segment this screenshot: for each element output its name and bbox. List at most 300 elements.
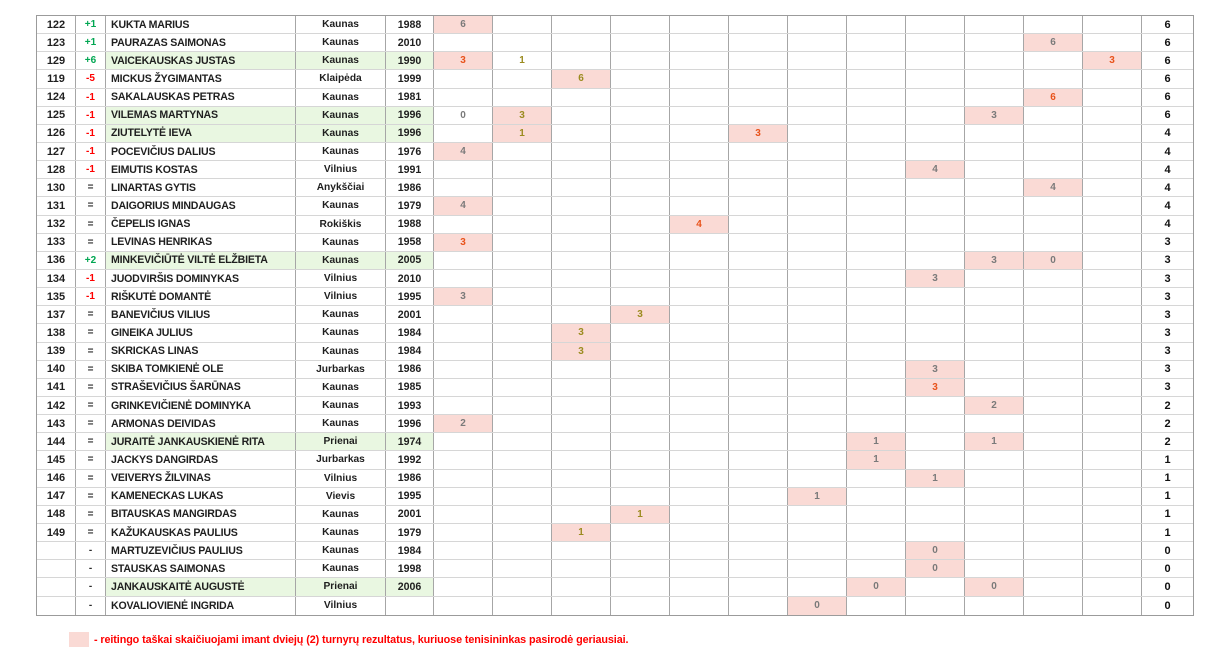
points-cell — [729, 89, 788, 106]
points-cell — [1024, 143, 1083, 160]
points-cell — [1024, 488, 1083, 505]
points-cell — [552, 161, 611, 178]
birth-year-cell: 1990 — [386, 52, 434, 69]
change-cell: = — [76, 197, 106, 214]
points-cell — [611, 52, 670, 69]
rank-cell — [37, 560, 76, 577]
points-cell — [493, 143, 552, 160]
points-cell — [847, 361, 906, 378]
change-cell: = — [76, 324, 106, 341]
points-cell — [611, 451, 670, 468]
points-cell — [906, 343, 965, 360]
points-cell — [1083, 415, 1142, 432]
birth-year-cell: 1986 — [386, 361, 434, 378]
points-cell — [1083, 506, 1142, 523]
points-cell — [906, 324, 965, 341]
points-cell — [847, 125, 906, 142]
ranking-row — [37, 506, 1193, 524]
points-cell — [729, 179, 788, 196]
points-cell — [906, 306, 965, 323]
points-cell: 3 — [434, 288, 493, 305]
points-cell — [906, 125, 965, 142]
ranking-row — [37, 524, 1193, 542]
points-cell — [611, 361, 670, 378]
points-cell — [434, 560, 493, 577]
ranking-row — [37, 578, 1193, 596]
points-cell — [670, 578, 729, 595]
rank-cell: 141 — [37, 379, 76, 396]
points-cell — [493, 252, 552, 269]
points-cell — [847, 252, 906, 269]
points-cell — [493, 270, 552, 287]
points-cell — [788, 415, 847, 432]
points-cell: 4 — [670, 216, 729, 233]
points-cell — [788, 470, 847, 487]
points-cell — [1024, 216, 1083, 233]
ranking-row — [37, 324, 1193, 342]
points-cell — [965, 70, 1024, 87]
city-cell: Kaunas — [296, 397, 386, 414]
birth-year-cell: 1995 — [386, 488, 434, 505]
points-cell — [611, 343, 670, 360]
points-cell — [847, 470, 906, 487]
total-points-cell: 4 — [1164, 163, 1171, 176]
player-name-cell: KAŽUKAUSKAS PAULIUS — [106, 524, 296, 541]
points-cell — [1083, 343, 1142, 360]
points-cell — [1024, 415, 1083, 432]
rank-cell: 122 — [37, 16, 76, 33]
city-cell: Kaunas — [296, 52, 386, 69]
points-cell — [788, 542, 847, 559]
points-cell — [670, 161, 729, 178]
points-cell — [1083, 361, 1142, 378]
total-points-cell: 3 — [1164, 236, 1171, 249]
city-cell: Kaunas — [296, 34, 386, 51]
change-cell: = — [76, 234, 106, 251]
city-cell: Vilnius — [296, 288, 386, 305]
change-cell: = — [76, 451, 106, 468]
player-name-cell: SKRICKAS LINAS — [106, 343, 296, 360]
points-cell — [670, 234, 729, 251]
points-cell — [847, 397, 906, 414]
points-cell — [493, 470, 552, 487]
points-cell — [670, 270, 729, 287]
birth-year-cell: 1979 — [386, 524, 434, 541]
birth-year-cell: 1992 — [386, 451, 434, 468]
points-cell — [552, 397, 611, 414]
city-cell: Kaunas — [296, 542, 386, 559]
points-cell — [670, 179, 729, 196]
points-cell — [611, 288, 670, 305]
points-cell — [493, 216, 552, 233]
points-cell — [552, 415, 611, 432]
ranking-row — [37, 270, 1193, 288]
points-cell — [847, 216, 906, 233]
ranking-row — [37, 306, 1193, 324]
points-cell — [729, 270, 788, 287]
birth-year-cell: 1981 — [386, 89, 434, 106]
points-cell — [670, 597, 729, 615]
points-cell — [788, 16, 847, 33]
city-cell: Vilnius — [296, 270, 386, 287]
total-points-cell: 0 — [1164, 580, 1171, 593]
points-cell — [670, 52, 729, 69]
birth-year-cell: 2010 — [386, 270, 434, 287]
points-cell — [552, 107, 611, 124]
birth-year-cell: 1988 — [386, 16, 434, 33]
points-cell — [1083, 252, 1142, 269]
player-name-cell: EIMUTIS KOSTAS — [106, 161, 296, 178]
points-cell — [729, 451, 788, 468]
points-cell — [1083, 179, 1142, 196]
points-cell — [434, 470, 493, 487]
points-cell — [552, 433, 611, 450]
birth-year-cell: 2001 — [386, 506, 434, 523]
player-name-cell: LINARTAS GYTIS — [106, 179, 296, 196]
rank-cell: 133 — [37, 234, 76, 251]
points-cell — [434, 524, 493, 541]
rank-cell — [37, 578, 76, 595]
points-cell: 2 — [434, 415, 493, 432]
points-cell — [434, 270, 493, 287]
points-cell — [847, 306, 906, 323]
points-cell — [847, 524, 906, 541]
total-points-cell: 6 — [1164, 36, 1171, 49]
points-cell — [965, 506, 1024, 523]
birth-year-cell: 1996 — [386, 415, 434, 432]
points-cell — [965, 216, 1024, 233]
points-cell — [1024, 234, 1083, 251]
points-cell — [906, 70, 965, 87]
change-cell: = — [76, 524, 106, 541]
birth-year-cell: 1974 — [386, 433, 434, 450]
ranking-row — [37, 415, 1193, 433]
points-cell — [965, 34, 1024, 51]
change-cell: = — [76, 397, 106, 414]
ranking-row — [37, 16, 1193, 34]
total-points-cell: 0 — [1164, 562, 1171, 575]
ranking-row — [37, 70, 1193, 88]
player-name-cell: JACKYS DANGIRDAS — [106, 451, 296, 468]
points-cell — [552, 560, 611, 577]
points-cell — [965, 343, 1024, 360]
points-cell — [611, 270, 670, 287]
player-name-cell: ARMONAS DEIVIDAS — [106, 415, 296, 432]
points-cell — [611, 89, 670, 106]
points-cell: 1 — [847, 451, 906, 468]
points-cell — [1083, 578, 1142, 595]
points-cell — [1024, 288, 1083, 305]
points-cell — [906, 524, 965, 541]
ranking-row — [37, 361, 1193, 379]
points-cell — [552, 488, 611, 505]
birth-year-cell: 2006 — [386, 578, 434, 595]
points-cell — [965, 197, 1024, 214]
points-cell — [788, 270, 847, 287]
points-cell — [729, 470, 788, 487]
points-cell — [847, 16, 906, 33]
points-cell — [611, 125, 670, 142]
change-cell: -1 — [76, 270, 106, 287]
points-cell — [729, 16, 788, 33]
points-cell: 3 — [434, 234, 493, 251]
points-cell — [965, 143, 1024, 160]
points-cell — [434, 306, 493, 323]
points-cell — [1083, 324, 1142, 341]
ranking-row — [37, 252, 1193, 270]
birth-year-cell: 1999 — [386, 70, 434, 87]
points-cell — [611, 107, 670, 124]
points-cell — [493, 560, 552, 577]
ranking-row — [37, 34, 1193, 52]
player-name-cell: LEVINAS HENRIKAS — [106, 234, 296, 251]
points-cell — [552, 288, 611, 305]
player-name-cell: JANKAUSKAITĖ AUGUSTĖ — [106, 578, 296, 595]
change-cell: -1 — [76, 161, 106, 178]
points-cell — [670, 252, 729, 269]
points-cell — [1083, 542, 1142, 559]
change-cell: +6 — [76, 52, 106, 69]
ranking-row — [37, 560, 1193, 578]
rank-cell: 140 — [37, 361, 76, 378]
points-cell: 1 — [552, 524, 611, 541]
points-cell — [965, 324, 1024, 341]
player-name-cell: JURAITĖ JANKAUSKIENĖ RITA — [106, 433, 296, 450]
birth-year-cell: 1991 — [386, 161, 434, 178]
points-cell — [552, 379, 611, 396]
points-cell — [847, 288, 906, 305]
points-cell — [493, 288, 552, 305]
points-cell — [965, 288, 1024, 305]
points-cell — [729, 578, 788, 595]
points-cell — [493, 597, 552, 615]
points-cell — [729, 397, 788, 414]
birth-year-cell: 1984 — [386, 343, 434, 360]
points-cell — [847, 70, 906, 87]
points-cell — [847, 324, 906, 341]
points-cell — [729, 524, 788, 541]
points-cell — [434, 451, 493, 468]
points-cell — [847, 161, 906, 178]
points-cell — [1024, 306, 1083, 323]
points-cell — [552, 89, 611, 106]
points-cell — [906, 197, 965, 214]
points-cell — [493, 16, 552, 33]
points-cell — [906, 34, 965, 51]
rank-cell: 139 — [37, 343, 76, 360]
ranking-row — [37, 161, 1193, 179]
points-cell — [670, 288, 729, 305]
points-cell — [1024, 52, 1083, 69]
total-points-cell: 2 — [1164, 399, 1171, 412]
points-cell — [434, 506, 493, 523]
points-cell — [1083, 143, 1142, 160]
points-cell — [906, 578, 965, 595]
points-cell — [434, 179, 493, 196]
rank-cell: 127 — [37, 143, 76, 160]
points-cell — [788, 506, 847, 523]
points-cell — [493, 324, 552, 341]
points-cell — [1024, 343, 1083, 360]
points-cell — [434, 252, 493, 269]
points-cell — [788, 179, 847, 196]
points-cell — [493, 506, 552, 523]
rank-cell: 132 — [37, 216, 76, 233]
points-cell — [965, 524, 1024, 541]
change-cell: = — [76, 306, 106, 323]
points-cell — [729, 34, 788, 51]
points-cell — [847, 597, 906, 615]
points-cell — [729, 560, 788, 577]
points-cell: 2 — [965, 397, 1024, 414]
birth-year-cell: 1979 — [386, 197, 434, 214]
total-points-cell: 1 — [1164, 508, 1171, 521]
points-cell — [729, 343, 788, 360]
points-cell — [1024, 361, 1083, 378]
points-cell — [611, 197, 670, 214]
points-cell — [552, 16, 611, 33]
ranking-row — [37, 288, 1193, 306]
points-cell — [434, 379, 493, 396]
total-points-cell: 4 — [1164, 181, 1171, 194]
points-cell: 4 — [434, 143, 493, 160]
rank-cell: 126 — [37, 125, 76, 142]
rank-cell: 125 — [37, 107, 76, 124]
city-cell: Kaunas — [296, 234, 386, 251]
total-points-cell: 6 — [1164, 18, 1171, 31]
rank-cell: 119 — [37, 70, 76, 87]
points-cell: 3 — [965, 252, 1024, 269]
rank-cell: 137 — [37, 306, 76, 323]
points-cell: 0 — [906, 542, 965, 559]
points-cell — [729, 252, 788, 269]
points-cell — [788, 560, 847, 577]
points-cell — [670, 343, 729, 360]
points-cell — [552, 578, 611, 595]
points-cell — [1083, 397, 1142, 414]
player-name-cell: VEIVERYS ŽILVINAS — [106, 470, 296, 487]
points-cell — [729, 379, 788, 396]
city-cell: Anykščiai — [296, 179, 386, 196]
points-cell — [788, 288, 847, 305]
points-cell — [552, 252, 611, 269]
birth-year-cell: 1995 — [386, 288, 434, 305]
points-cell — [729, 70, 788, 87]
points-cell — [906, 433, 965, 450]
points-cell — [611, 143, 670, 160]
points-cell — [670, 16, 729, 33]
legend-pink-swatch — [69, 632, 89, 647]
city-cell: Kaunas — [296, 524, 386, 541]
points-cell — [965, 542, 1024, 559]
points-cell: 3 — [906, 379, 965, 396]
points-cell — [847, 89, 906, 106]
points-cell: 1 — [847, 433, 906, 450]
player-name-cell: RIŠKUTĖ DOMANTĖ — [106, 288, 296, 305]
player-name-cell: VAICEKAUSKAS JUSTAS — [106, 52, 296, 69]
points-cell — [611, 34, 670, 51]
points-cell: 1 — [493, 52, 552, 69]
points-cell — [670, 107, 729, 124]
total-points-cell: 1 — [1164, 490, 1171, 503]
rank-cell — [37, 597, 76, 615]
points-cell: 4 — [906, 161, 965, 178]
points-cell: 0 — [434, 107, 493, 124]
points-cell — [847, 107, 906, 124]
change-cell: = — [76, 506, 106, 523]
points-cell — [670, 397, 729, 414]
points-cell — [788, 52, 847, 69]
points-cell — [552, 197, 611, 214]
player-name-cell: STRAŠEVIČIUS ŠARŪNAS — [106, 379, 296, 396]
points-cell — [788, 70, 847, 87]
points-cell — [434, 125, 493, 142]
points-cell — [729, 324, 788, 341]
total-points-cell: 4 — [1164, 145, 1171, 158]
points-cell — [847, 270, 906, 287]
points-cell: 0 — [1024, 252, 1083, 269]
birth-year-cell: 1976 — [386, 143, 434, 160]
points-cell — [847, 560, 906, 577]
points-cell — [611, 578, 670, 595]
points-cell — [434, 89, 493, 106]
points-cell — [906, 451, 965, 468]
ranking-row — [37, 52, 1193, 70]
points-cell — [729, 488, 788, 505]
points-cell — [552, 361, 611, 378]
points-cell — [906, 179, 965, 196]
points-cell — [729, 433, 788, 450]
points-cell — [788, 34, 847, 51]
points-cell — [788, 324, 847, 341]
total-points-cell: 4 — [1164, 218, 1171, 231]
points-cell — [670, 89, 729, 106]
total-points-cell: 3 — [1164, 381, 1171, 394]
rank-cell: 142 — [37, 397, 76, 414]
rank-cell — [37, 542, 76, 559]
points-cell — [1024, 161, 1083, 178]
player-name-cell: SAKALAUSKAS PETRAS — [106, 89, 296, 106]
change-cell: = — [76, 470, 106, 487]
points-cell — [493, 397, 552, 414]
city-cell: Kaunas — [296, 143, 386, 160]
ranking-row — [37, 433, 1193, 451]
player-name-cell: BITAUSKAS MANGIRDAS — [106, 506, 296, 523]
points-cell — [611, 324, 670, 341]
points-cell: 0 — [847, 578, 906, 595]
points-cell — [788, 524, 847, 541]
points-cell — [552, 597, 611, 615]
total-points-cell: 1 — [1164, 453, 1171, 466]
city-cell: Kaunas — [296, 197, 386, 214]
points-cell — [1083, 306, 1142, 323]
points-cell — [552, 270, 611, 287]
points-cell — [552, 542, 611, 559]
points-cell — [965, 89, 1024, 106]
rank-cell: 146 — [37, 470, 76, 487]
points-cell — [434, 161, 493, 178]
points-cell — [1024, 16, 1083, 33]
ranking-row — [37, 125, 1193, 143]
points-cell — [1024, 506, 1083, 523]
total-points-cell: 3 — [1164, 326, 1171, 339]
rank-cell: 145 — [37, 451, 76, 468]
birth-year-cell: 2010 — [386, 34, 434, 51]
points-cell — [1024, 597, 1083, 615]
ranking-row — [37, 542, 1193, 560]
points-cell: 3 — [493, 107, 552, 124]
points-cell — [670, 379, 729, 396]
